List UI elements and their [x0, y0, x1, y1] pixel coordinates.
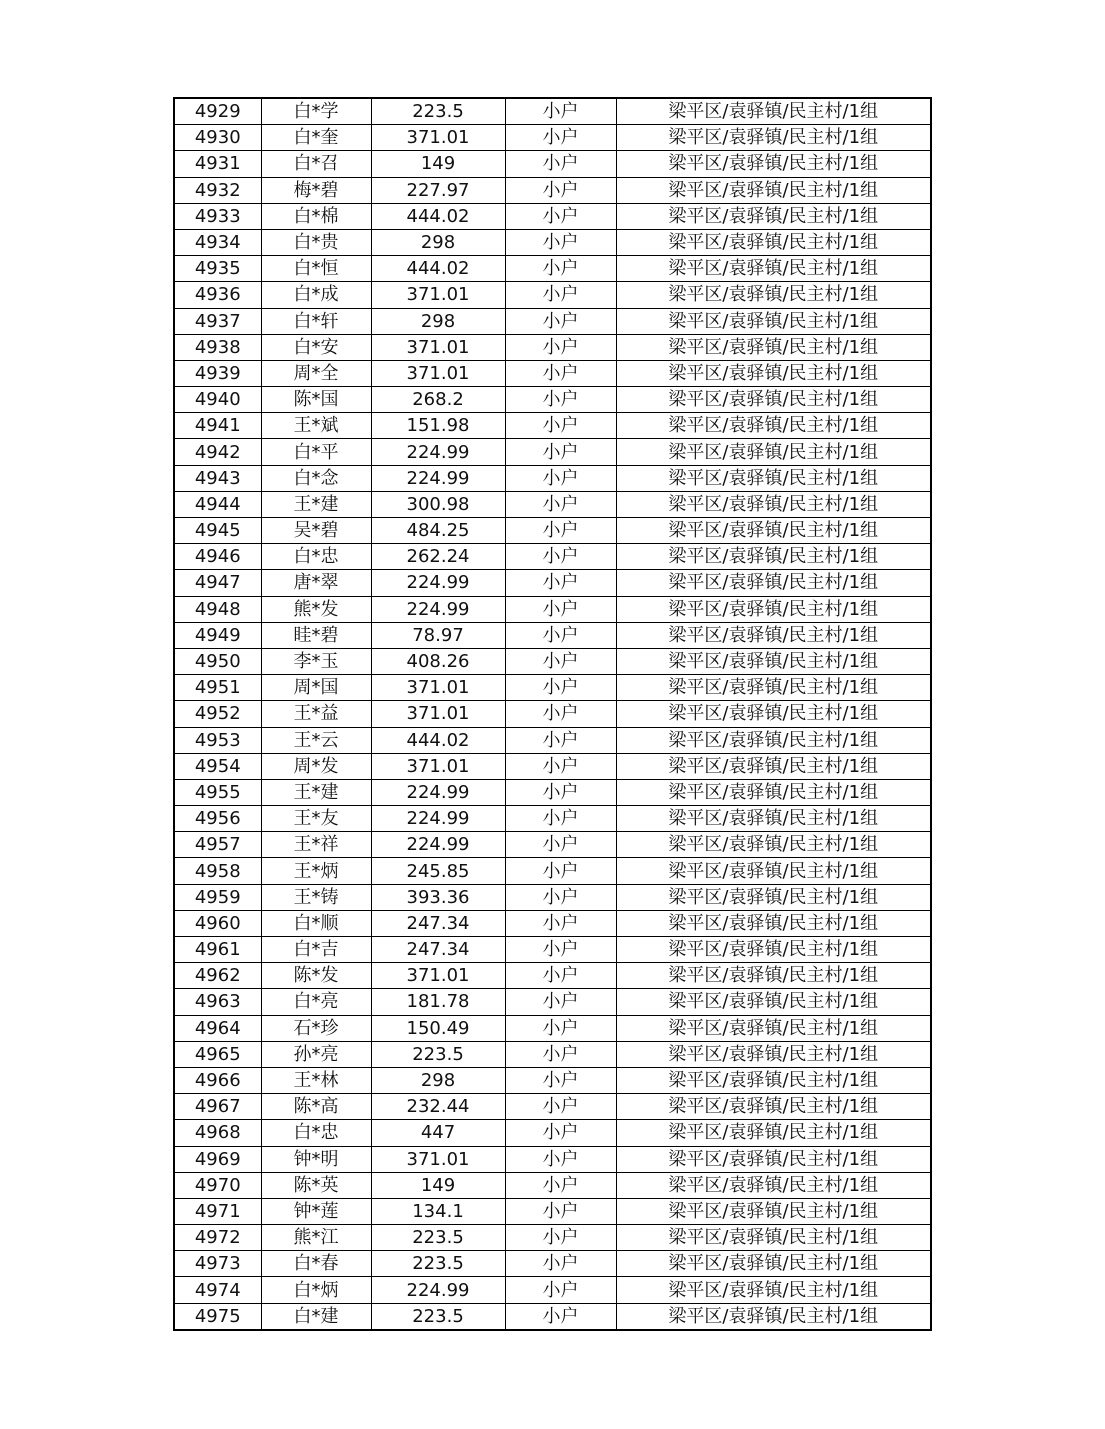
- name-cell: 白*炳: [261, 1277, 371, 1303]
- row-number-cell: 4936: [174, 282, 261, 308]
- type-cell: 小户: [505, 1198, 616, 1224]
- type-cell: 小户: [505, 727, 616, 753]
- table-row: [174, 910, 931, 936]
- name-cell: 白*棉: [261, 203, 371, 229]
- table-row: [174, 387, 931, 413]
- amount-cell: 408.26: [371, 648, 505, 674]
- table-row: [174, 98, 931, 125]
- row-number-cell: 4942: [174, 439, 261, 465]
- row-number-cell: 4939: [174, 360, 261, 386]
- amount-cell: 371.01: [371, 753, 505, 779]
- amount-cell: 371.01: [371, 1146, 505, 1172]
- name-cell: 王*建: [261, 779, 371, 805]
- table-row: [174, 256, 931, 282]
- amount-cell: 298: [371, 308, 505, 334]
- amount-cell: 232.44: [371, 1094, 505, 1120]
- amount-cell: 247.34: [371, 937, 505, 963]
- name-cell: 李*玉: [261, 648, 371, 674]
- row-number-cell: 4969: [174, 1146, 261, 1172]
- row-number-cell: 4945: [174, 518, 261, 544]
- address-cell: 梁平区/袁驿镇/民主村/1组: [616, 151, 931, 177]
- table-row: [174, 596, 931, 622]
- row-number-cell: 4972: [174, 1225, 261, 1251]
- type-cell: 小户: [505, 1251, 616, 1277]
- amount-cell: 224.99: [371, 439, 505, 465]
- type-cell: 小户: [505, 989, 616, 1015]
- address-cell: 梁平区/袁驿镇/民主村/1组: [616, 622, 931, 648]
- table-row: [174, 727, 931, 753]
- row-number-cell: 4957: [174, 832, 261, 858]
- amount-cell: 78.97: [371, 622, 505, 648]
- name-cell: 白*成: [261, 282, 371, 308]
- amount-cell: 371.01: [371, 360, 505, 386]
- name-cell: 周*发: [261, 753, 371, 779]
- table-row: [174, 229, 931, 255]
- name-cell: 白*召: [261, 151, 371, 177]
- table-row: [174, 177, 931, 203]
- type-cell: 小户: [505, 832, 616, 858]
- amount-cell: 447: [371, 1120, 505, 1146]
- address-cell: 梁平区/袁驿镇/民主村/1组: [616, 570, 931, 596]
- name-cell: 白*安: [261, 334, 371, 360]
- table-row: [174, 701, 931, 727]
- type-cell: 小户: [505, 937, 616, 963]
- amount-cell: 227.97: [371, 177, 505, 203]
- table-row: [174, 963, 931, 989]
- address-cell: 梁平区/袁驿镇/民主村/1组: [616, 675, 931, 701]
- type-cell: 小户: [505, 701, 616, 727]
- address-cell: 梁平区/袁驿镇/民主村/1组: [616, 1225, 931, 1251]
- type-cell: 小户: [505, 596, 616, 622]
- row-number-cell: 4962: [174, 963, 261, 989]
- row-number-cell: 4947: [174, 570, 261, 596]
- address-cell: 梁平区/袁驿镇/民主村/1组: [616, 125, 931, 151]
- row-number-cell: 4961: [174, 937, 261, 963]
- type-cell: 小户: [505, 910, 616, 936]
- name-cell: 周*国: [261, 675, 371, 701]
- address-cell: 梁平区/袁驿镇/民主村/1组: [616, 596, 931, 622]
- table-row: [174, 648, 931, 674]
- type-cell: 小户: [505, 779, 616, 805]
- amount-cell: 223.5: [371, 1303, 505, 1330]
- row-number-cell: 4938: [174, 334, 261, 360]
- name-cell: 唐*翠: [261, 570, 371, 596]
- row-number-cell: 4975: [174, 1303, 261, 1330]
- table-row: [174, 1094, 931, 1120]
- name-cell: 陈*国: [261, 387, 371, 413]
- type-cell: 小户: [505, 884, 616, 910]
- amount-cell: 223.5: [371, 1041, 505, 1067]
- row-number-cell: 4929: [174, 98, 261, 125]
- row-number-cell: 4966: [174, 1067, 261, 1093]
- amount-cell: 224.99: [371, 1277, 505, 1303]
- type-cell: 小户: [505, 256, 616, 282]
- name-cell: 王*云: [261, 727, 371, 753]
- type-cell: 小户: [505, 570, 616, 596]
- amount-cell: 224.99: [371, 806, 505, 832]
- amount-cell: 371.01: [371, 282, 505, 308]
- amount-cell: 444.02: [371, 256, 505, 282]
- address-cell: 梁平区/袁驿镇/民主村/1组: [616, 779, 931, 805]
- row-number-cell: 4965: [174, 1041, 261, 1067]
- name-cell: 白*顺: [261, 910, 371, 936]
- type-cell: 小户: [505, 1225, 616, 1251]
- address-cell: 梁平区/袁驿镇/民主村/1组: [616, 491, 931, 517]
- name-cell: 白*亮: [261, 989, 371, 1015]
- address-cell: 梁平区/袁驿镇/民主村/1组: [616, 1015, 931, 1041]
- type-cell: 小户: [505, 1094, 616, 1120]
- row-number-cell: 4930: [174, 125, 261, 151]
- address-cell: 梁平区/袁驿镇/民主村/1组: [616, 910, 931, 936]
- table-row: [174, 1277, 931, 1303]
- name-cell: 王*斌: [261, 413, 371, 439]
- address-cell: 梁平区/袁驿镇/民主村/1组: [616, 229, 931, 255]
- type-cell: 小户: [505, 334, 616, 360]
- table-row: [174, 1146, 931, 1172]
- table-row: [174, 1067, 931, 1093]
- name-cell: 白*恒: [261, 256, 371, 282]
- type-cell: 小户: [505, 413, 616, 439]
- amount-cell: 247.34: [371, 910, 505, 936]
- name-cell: 王*建: [261, 491, 371, 517]
- address-cell: 梁平区/袁驿镇/民主村/1组: [616, 1172, 931, 1198]
- name-cell: 白*学: [261, 98, 371, 125]
- type-cell: 小户: [505, 98, 616, 125]
- table-row: [174, 491, 931, 517]
- address-cell: 梁平区/袁驿镇/民主村/1组: [616, 360, 931, 386]
- row-number-cell: 4958: [174, 858, 261, 884]
- type-cell: 小户: [505, 1303, 616, 1330]
- row-number-cell: 4950: [174, 648, 261, 674]
- name-cell: 白*念: [261, 465, 371, 491]
- address-cell: 梁平区/袁驿镇/民主村/1组: [616, 806, 931, 832]
- amount-cell: 149: [371, 1172, 505, 1198]
- address-cell: 梁平区/袁驿镇/民主村/1组: [616, 282, 931, 308]
- type-cell: 小户: [505, 858, 616, 884]
- type-cell: 小户: [505, 963, 616, 989]
- name-cell: 熊*发: [261, 596, 371, 622]
- type-cell: 小户: [505, 465, 616, 491]
- address-cell: 梁平区/袁驿镇/民主村/1组: [616, 884, 931, 910]
- table-row: [174, 1041, 931, 1067]
- table-row: [174, 544, 931, 570]
- type-cell: 小户: [505, 491, 616, 517]
- type-cell: 小户: [505, 648, 616, 674]
- row-number-cell: 4974: [174, 1277, 261, 1303]
- type-cell: 小户: [505, 753, 616, 779]
- amount-cell: 268.2: [371, 387, 505, 413]
- type-cell: 小户: [505, 1172, 616, 1198]
- amount-cell: 371.01: [371, 125, 505, 151]
- row-number-cell: 4934: [174, 229, 261, 255]
- amount-cell: 151.98: [371, 413, 505, 439]
- amount-cell: 371.01: [371, 963, 505, 989]
- table-row: [174, 308, 931, 334]
- amount-cell: 444.02: [371, 203, 505, 229]
- type-cell: 小户: [505, 439, 616, 465]
- name-cell: 王*铸: [261, 884, 371, 910]
- address-cell: 梁平区/袁驿镇/民主村/1组: [616, 963, 931, 989]
- address-cell: 梁平区/袁驿镇/民主村/1组: [616, 1251, 931, 1277]
- type-cell: 小户: [505, 675, 616, 701]
- address-cell: 梁平区/袁驿镇/民主村/1组: [616, 1198, 931, 1224]
- type-cell: 小户: [505, 1146, 616, 1172]
- table-row: [174, 779, 931, 805]
- name-cell: 白*奎: [261, 125, 371, 151]
- name-cell: 白*平: [261, 439, 371, 465]
- name-cell: 吴*碧: [261, 518, 371, 544]
- type-cell: 小户: [505, 806, 616, 832]
- address-cell: 梁平区/袁驿镇/民主村/1组: [616, 334, 931, 360]
- address-cell: 梁平区/袁驿镇/民主村/1组: [616, 465, 931, 491]
- amount-cell: 181.78: [371, 989, 505, 1015]
- amount-cell: 223.5: [371, 98, 505, 125]
- name-cell: 白*春: [261, 1251, 371, 1277]
- table-row: [174, 1172, 931, 1198]
- table-row: [174, 334, 931, 360]
- table-row: [174, 125, 931, 151]
- row-number-cell: 4959: [174, 884, 261, 910]
- row-number-cell: 4968: [174, 1120, 261, 1146]
- address-cell: 梁平区/袁驿镇/民主村/1组: [616, 701, 931, 727]
- amount-cell: 298: [371, 229, 505, 255]
- address-cell: 梁平区/袁驿镇/民主村/1组: [616, 1120, 931, 1146]
- name-cell: 王*友: [261, 806, 371, 832]
- table-row: [174, 1015, 931, 1041]
- address-cell: 梁平区/袁驿镇/民主村/1组: [616, 1303, 931, 1330]
- amount-cell: 298: [371, 1067, 505, 1093]
- table-row: [174, 753, 931, 779]
- table-row: [174, 465, 931, 491]
- name-cell: 王*祥: [261, 832, 371, 858]
- row-number-cell: 4935: [174, 256, 261, 282]
- name-cell: 白*忠: [261, 1120, 371, 1146]
- amount-cell: 223.5: [371, 1251, 505, 1277]
- type-cell: 小户: [505, 1015, 616, 1041]
- type-cell: 小户: [505, 308, 616, 334]
- row-number-cell: 4954: [174, 753, 261, 779]
- row-number-cell: 4960: [174, 910, 261, 936]
- type-cell: 小户: [505, 203, 616, 229]
- amount-cell: 245.85: [371, 858, 505, 884]
- type-cell: 小户: [505, 1067, 616, 1093]
- table-row: [174, 518, 931, 544]
- address-cell: 梁平区/袁驿镇/民主村/1组: [616, 439, 931, 465]
- type-cell: 小户: [505, 544, 616, 570]
- address-cell: 梁平区/袁驿镇/民主村/1组: [616, 387, 931, 413]
- table-row: [174, 1251, 931, 1277]
- name-cell: 钟*莲: [261, 1198, 371, 1224]
- amount-cell: 224.99: [371, 779, 505, 805]
- type-cell: 小户: [505, 229, 616, 255]
- amount-cell: 371.01: [371, 701, 505, 727]
- table-row: [174, 622, 931, 648]
- table-row: [174, 858, 931, 884]
- address-cell: 梁平区/袁驿镇/民主村/1组: [616, 308, 931, 334]
- amount-cell: 149: [371, 151, 505, 177]
- table-row: [174, 360, 931, 386]
- amount-cell: 300.98: [371, 491, 505, 517]
- row-number-cell: 4943: [174, 465, 261, 491]
- address-cell: 梁平区/袁驿镇/民主村/1组: [616, 1094, 931, 1120]
- amount-cell: 484.25: [371, 518, 505, 544]
- address-cell: 梁平区/袁驿镇/民主村/1组: [616, 518, 931, 544]
- row-number-cell: 4944: [174, 491, 261, 517]
- row-number-cell: 4951: [174, 675, 261, 701]
- type-cell: 小户: [505, 1120, 616, 1146]
- type-cell: 小户: [505, 282, 616, 308]
- address-cell: 梁平区/袁驿镇/民主村/1组: [616, 203, 931, 229]
- name-cell: 陈*英: [261, 1172, 371, 1198]
- address-cell: 梁平区/袁驿镇/民主村/1组: [616, 648, 931, 674]
- row-number-cell: 4933: [174, 203, 261, 229]
- row-number-cell: 4946: [174, 544, 261, 570]
- row-number-cell: 4952: [174, 701, 261, 727]
- name-cell: 钟*明: [261, 1146, 371, 1172]
- table-row: [174, 570, 931, 596]
- amount-cell: 224.99: [371, 596, 505, 622]
- type-cell: 小户: [505, 1277, 616, 1303]
- row-number-cell: 4948: [174, 596, 261, 622]
- amount-cell: 262.24: [371, 544, 505, 570]
- address-cell: 梁平区/袁驿镇/民主村/1组: [616, 832, 931, 858]
- amount-cell: 224.99: [371, 570, 505, 596]
- name-cell: 王*炳: [261, 858, 371, 884]
- amount-cell: 371.01: [371, 675, 505, 701]
- name-cell: 白*轩: [261, 308, 371, 334]
- address-cell: 梁平区/袁驿镇/民主村/1组: [616, 937, 931, 963]
- name-cell: 王*益: [261, 701, 371, 727]
- table-row: [174, 439, 931, 465]
- address-cell: 梁平区/袁驿镇/民主村/1组: [616, 1041, 931, 1067]
- name-cell: 孙*亮: [261, 1041, 371, 1067]
- row-number-cell: 4949: [174, 622, 261, 648]
- amount-cell: 224.99: [371, 465, 505, 491]
- name-cell: 眭*碧: [261, 622, 371, 648]
- name-cell: 陈*发: [261, 963, 371, 989]
- amount-cell: 223.5: [371, 1225, 505, 1251]
- address-cell: 梁平区/袁驿镇/民主村/1组: [616, 256, 931, 282]
- address-cell: 梁平区/袁驿镇/民主村/1组: [616, 989, 931, 1015]
- row-number-cell: 4956: [174, 806, 261, 832]
- address-cell: 梁平区/袁驿镇/民主村/1组: [616, 544, 931, 570]
- type-cell: 小户: [505, 125, 616, 151]
- table-row: [174, 1198, 931, 1224]
- row-number-cell: 4940: [174, 387, 261, 413]
- amount-cell: 393.36: [371, 884, 505, 910]
- table-row: [174, 203, 931, 229]
- address-cell: 梁平区/袁驿镇/民主村/1组: [616, 858, 931, 884]
- row-number-cell: 4973: [174, 1251, 261, 1277]
- name-cell: 熊*江: [261, 1225, 371, 1251]
- row-number-cell: 4967: [174, 1094, 261, 1120]
- name-cell: 周*全: [261, 360, 371, 386]
- table-row: [174, 413, 931, 439]
- name-cell: 梅*碧: [261, 177, 371, 203]
- address-cell: 梁平区/袁驿镇/民主村/1组: [616, 98, 931, 125]
- row-number-cell: 4953: [174, 727, 261, 753]
- name-cell: 陈*高: [261, 1094, 371, 1120]
- table-row: [174, 282, 931, 308]
- table-row: [174, 832, 931, 858]
- address-cell: 梁平区/袁驿镇/民主村/1组: [616, 177, 931, 203]
- name-cell: 白*建: [261, 1303, 371, 1330]
- type-cell: 小户: [505, 360, 616, 386]
- table-row: [174, 989, 931, 1015]
- address-cell: 梁平区/袁驿镇/民主村/1组: [616, 1067, 931, 1093]
- name-cell: 白*吉: [261, 937, 371, 963]
- row-number-cell: 4963: [174, 989, 261, 1015]
- amount-cell: 224.99: [371, 832, 505, 858]
- table-row: [174, 151, 931, 177]
- table-row: [174, 806, 931, 832]
- table-row: [174, 675, 931, 701]
- type-cell: 小户: [505, 622, 616, 648]
- type-cell: 小户: [505, 1041, 616, 1067]
- name-cell: 白*忠: [261, 544, 371, 570]
- amount-cell: 371.01: [371, 334, 505, 360]
- table-row: [174, 1303, 931, 1330]
- type-cell: 小户: [505, 518, 616, 544]
- type-cell: 小户: [505, 151, 616, 177]
- row-number-cell: 4941: [174, 413, 261, 439]
- amount-cell: 444.02: [371, 727, 505, 753]
- row-number-cell: 4955: [174, 779, 261, 805]
- row-number-cell: 4931: [174, 151, 261, 177]
- table-row: [174, 1225, 931, 1251]
- data-table: [173, 97, 932, 1331]
- address-cell: 梁平区/袁驿镇/民主村/1组: [616, 727, 931, 753]
- name-cell: 王*林: [261, 1067, 371, 1093]
- name-cell: 石*珍: [261, 1015, 371, 1041]
- row-number-cell: 4932: [174, 177, 261, 203]
- table-row: [174, 1120, 931, 1146]
- address-cell: 梁平区/袁驿镇/民主村/1组: [616, 413, 931, 439]
- address-cell: 梁平区/袁驿镇/民主村/1组: [616, 1146, 931, 1172]
- address-cell: 梁平区/袁驿镇/民主村/1组: [616, 1277, 931, 1303]
- row-number-cell: 4937: [174, 308, 261, 334]
- row-number-cell: 4970: [174, 1172, 261, 1198]
- address-cell: 梁平区/袁驿镇/民主村/1组: [616, 753, 931, 779]
- row-number-cell: 4964: [174, 1015, 261, 1041]
- table-row: [174, 937, 931, 963]
- row-number-cell: 4971: [174, 1198, 261, 1224]
- table-body: [174, 98, 931, 1330]
- type-cell: 小户: [505, 387, 616, 413]
- name-cell: 白*贵: [261, 229, 371, 255]
- amount-cell: 134.1: [371, 1198, 505, 1224]
- amount-cell: 150.49: [371, 1015, 505, 1041]
- type-cell: 小户: [505, 177, 616, 203]
- table-row: [174, 884, 931, 910]
